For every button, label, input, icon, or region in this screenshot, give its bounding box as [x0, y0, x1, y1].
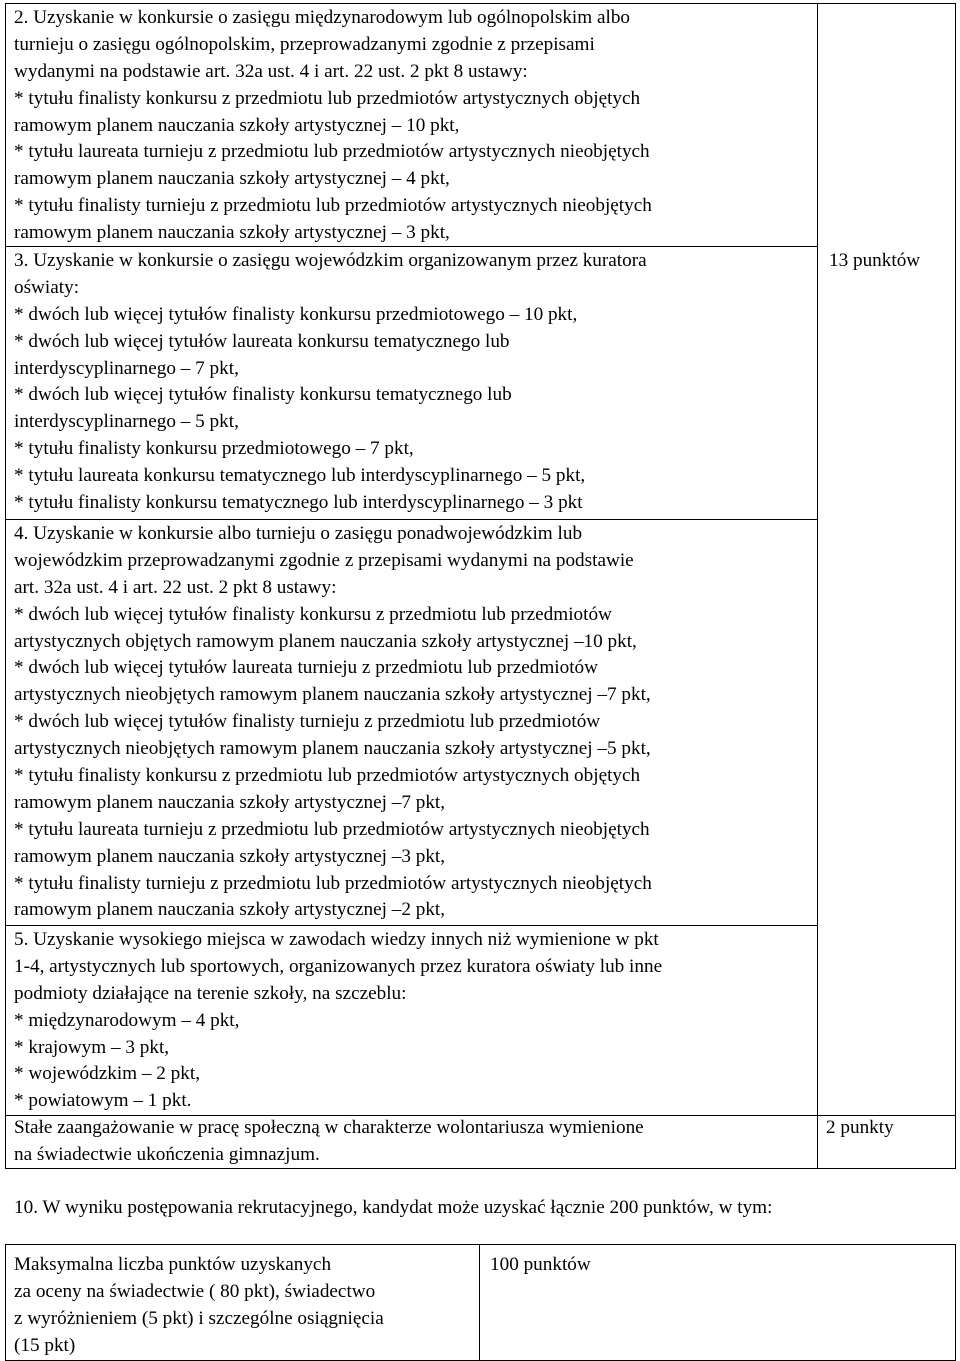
text-line: * dwóch lub więcej tytułów finalisty konkursu przedmiotowego – 10 pkt,: [14, 303, 578, 325]
text-line: * dwóch lub więcej tytułów laureata turnieju z przedmiotu lub przedmiotów: [14, 657, 598, 679]
text-line: interdyscyplinarnego – 7 pkt,: [14, 357, 239, 379]
max-points-table: [5, 1244, 956, 1361]
text-line: * dwóch lub więcej tytułów laureata konkursu tematycznego lub: [14, 330, 510, 352]
text-line: podmioty działające na terenie szkoły, na szczeblu:: [14, 982, 407, 1004]
text-line: ramowym planem nauczania szkoły artystycznej –2 pkt,: [14, 899, 446, 921]
text-line: * powiatowym – 1 pkt.: [14, 1090, 192, 1112]
text-line: * tytułu finalisty konkursu z przedmiotu lub przedmiotów artystycznych objętych: [14, 87, 641, 109]
text-line: (15 pkt): [14, 1334, 76, 1356]
text-line: 1-4, artystycznych lub sportowych, organizowanych przez kuratora oświaty lub inne: [14, 955, 663, 977]
text-line: Maksymalna liczba punktów uzyskanych: [14, 1254, 332, 1275]
column-divider: [479, 1245, 480, 1360]
text-line: wojewódzkim przeprowadzanymi zgodnie z przepisami wydanymi na podstawie: [14, 549, 634, 571]
text-line: interdyscyplinarnego – 5 pkt,: [14, 411, 239, 433]
row-divider: [6, 519, 817, 520]
text-line: 3. Uzyskanie w konkursie o zasięgu wojewódzkim organizowanym przez kuratora: [14, 250, 647, 271]
row-5-text: [14, 927, 814, 1115]
text-line: * tytułu finalisty konkursu przedmiotowego – 7 pkt,: [14, 438, 414, 460]
text-line: 2. Uzyskanie w konkursie o zasięgu międzynarodowym lub ogólnopolskim albo: [14, 7, 631, 28]
text-line: 5. Uzyskanie wysokiego miejsca w zawodach wiedzy innych niż wymienione w pkt: [14, 929, 659, 950]
text-line: turnieju o zasięgu ogólnopolskim, przeprowadzanymi zgodnie z przepisami: [14, 33, 595, 55]
text-line: artystycznych nieobjętych ramowym planem nauczania szkoły artystycznej –7 pkt,: [14, 684, 651, 706]
text-line: 4. Uzyskanie w konkursie albo turnieju o zasięgu ponadwojewódzkim lub: [14, 523, 583, 544]
text-line: artystycznych objętych ramowym planem nauczania szkoły artystycznej –10 pkt,: [14, 630, 637, 652]
text-line: * krajowym – 3 pkt,: [14, 1036, 170, 1058]
text-line: * tytułu finalisty konkursu z przedmiotu lub przedmiotów artystycznych objętych: [14, 765, 641, 787]
text-line: z wyróżnieniem (5 pkt) i szczególne osiągnięcia: [14, 1307, 384, 1329]
text-line: * tytułu laureata turnieju z przedmiotu lub przedmiotów artystycznych nieobjętych: [14, 818, 650, 840]
text-line: za oceny na świadectwie ( 80 pkt), świadectwo: [14, 1280, 376, 1302]
text-line: ramowym planem nauczania szkoły artystycznej – 4 pkt,: [14, 168, 450, 190]
text-line: * tytułu laureata konkursu tematycznego lub interdyscyplinarnego – 5 pkt,: [14, 465, 586, 487]
text-line: ramowym planem nauczania szkoły artystycznej –3 pkt,: [14, 845, 446, 867]
volunteer-points: 2 punkty: [826, 1117, 894, 1138]
row-3-text: [14, 248, 814, 517]
text-line: * wojewódzkim – 2 pkt,: [14, 1063, 200, 1085]
max-points-description: [14, 1252, 474, 1360]
text-line: * tytułu finalisty turnieju z przedmiotu lub przedmiotów artystycznych nieobjętych: [14, 872, 652, 894]
text-line: ramowym planem nauczania szkoły artystycznej –7 pkt,: [14, 791, 446, 813]
paragraph-10: 10. W wyniku postępowania rekrutacyjnego, kandydat może uzyskać łącznie 200 punktów, w tym:: [14, 1197, 773, 1218]
text-line: art. 32a ust. 4 i art. 22 ust. 2 pkt 8 ustawy:: [14, 576, 337, 598]
text-line: * dwóch lub więcej tytułów finalisty turnieju z przedmiotu lub przedmiotów: [14, 711, 601, 733]
row-divider: [6, 925, 817, 926]
max-points-value: 100 punktów: [490, 1254, 591, 1275]
text-line: ramowym planem nauczania szkoły artystycznej – 10 pkt,: [14, 114, 460, 136]
column-divider: [817, 4, 818, 1168]
row-4-text: [14, 521, 814, 924]
text-line: * tytułu finalisty konkursu tematycznego lub interdyscyplinarnego – 3 pkt: [14, 492, 583, 514]
text-line: * tytułu laureata turnieju z przedmiotu lub przedmiotów artystycznych nieobjętych: [14, 141, 650, 163]
text-line: artystycznych nieobjętych ramowym planem nauczania szkoły artystycznej –5 pkt,: [14, 738, 651, 760]
text-line: ramowym planem nauczania szkoły artystycznej – 3 pkt,: [14, 222, 450, 244]
text-line: * dwóch lub więcej tytułów finalisty konkursu tematycznego lub: [14, 384, 512, 406]
volunteer-text: [14, 1115, 814, 1169]
text-line: wydanymi na podstawie art. 32a ust. 4 i art. 22 ust. 2 pkt 8 ustawy:: [14, 60, 528, 82]
text-line: Stałe zaangażowanie w pracę społeczną w charakterze wolontariusza wymienione: [14, 1117, 644, 1138]
text-line: * dwóch lub więcej tytułów finalisty konkursu z przedmiotu lub przedmiotów: [14, 603, 612, 625]
row-2-text: [14, 5, 814, 247]
text-line: oświaty:: [14, 276, 80, 298]
text-line: * międzynarodowym – 4 pkt,: [14, 1009, 240, 1031]
text-line: * tytułu finalisty turnieju z przedmiotu lub przedmiotów artystycznych nieobjętych: [14, 195, 652, 217]
achievements-points: 13 punktów: [829, 250, 921, 271]
text-line: na świadectwie ukończenia gimnazjum.: [14, 1143, 320, 1165]
